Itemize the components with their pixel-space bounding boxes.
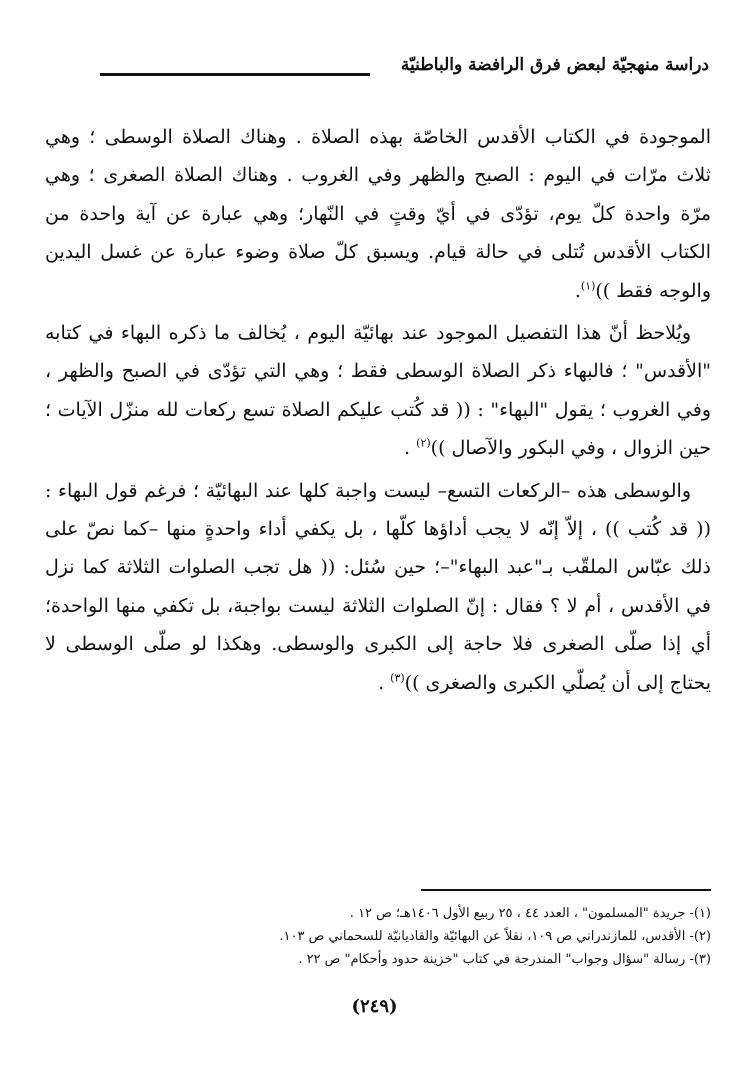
- footnote-rule: [421, 889, 711, 891]
- footnote-3: (٣)- رسالة "سؤال وجواب" المندرجة في كتاب "خزينة حدود وأحكام" ص ٢٢ .: [298, 952, 711, 967]
- footnote-1: (١)- جريدة "المسلمون" ، العدد ٤٤ ، ٢٥ ربيع الأول ١٤٠٦هـ؛ ص ١٢ .: [349, 906, 711, 921]
- paragraph-1-text: الموجودة في الكتاب الأقدس الخاصّة بهذه الصلاة . وهناك الصلاة الوسطى ؛ وهي ثلاث مرّات في اليوم : الصبح والظهر وفي الغروب . وهناك الصلاة الصغرى ؛ وهي مرّة واحدة كلّ يوم، تؤدّى في أيّ وقتٍ في النّهار؛ وهي عبارة عن آية واحدة من الكتاب الأقدس تُتلى في حالة قيام. ويسبق كلّ صلاة وضوء عبارة عن غسل اليدين والوجه فقط )): [45, 126, 711, 302]
- paragraph-2-text: ويُلاحظ أنّ هذا التفصيل الموجود عند بهائيّة اليوم ، يُخالف ما ذكره البهاء في كتابه "الأقدس" ؛ فالبهاء ذكر الصلاة الوسطى فقط ؛ وهي التي تؤدّى في الصبح والظهر ، وفي الغروب ؛ يقول "البهاء" : (( قد كُتب عليكم الصلاة تسع ركعات لله منزّل الآيات ؛ حين الزوال ، وفي البكور والآصال )): [45, 322, 711, 460]
- footnote-2: (٢)- الأقدس، للمازندراني ص ١٠٩، نقلاً عن البهائيّة والقاديانيّة للسحماني ص ١٠٣.: [279, 929, 711, 944]
- paragraph-1-tail: .: [574, 279, 581, 302]
- paragraph-3-tail: .: [378, 671, 391, 694]
- paragraph-3-text: والوسطى هذه –الركعات التسع– ليست واجبة كلها عند البهائيّة ؛ فرغم قول البهاء : (( قد كُتب )) ، إلاّ إنّه لا يجب أداؤها كلّها ، بل يكفي أداء واحدةٍ منها –كما نصّ على ذلك عبّاس الملقّب بـ"عبد البهاء"–؛ حين سُئل: (( هل تجب الصلوات الثلاثة كما نزل في الأقدس ، أم لا ؟ فقال : إنّ الصلوات الثلاثة ليست بواجبة، بل تكفي منها الواحدة؛ أي إذا صلّى الصغرى فلا حاجة إلى الكبرى والوسطى. وهكذا لو صلّى الوسطى لا يحتاج إلى أن يُصلّي الكبرى والصغرى )): [45, 479, 711, 694]
- footnote-ref-1: (١): [580, 279, 596, 293]
- page-number: (٢٤٩): [351, 996, 398, 1017]
- footnote-ref-2: (٢): [416, 436, 431, 450]
- main-text: [45, 118, 711, 706]
- running-header: دراسة منهجيّة لبعض فرق الرافضة والباطنيّة: [400, 55, 709, 75]
- footnote-ref-3: (٣): [390, 671, 405, 685]
- paragraph-3: [45, 472, 711, 702]
- paragraph-2-tail: .: [404, 437, 417, 460]
- paragraph-2: [45, 314, 711, 468]
- header-rule: [100, 73, 370, 76]
- footnotes: [45, 902, 711, 971]
- paragraph-1: [45, 118, 711, 310]
